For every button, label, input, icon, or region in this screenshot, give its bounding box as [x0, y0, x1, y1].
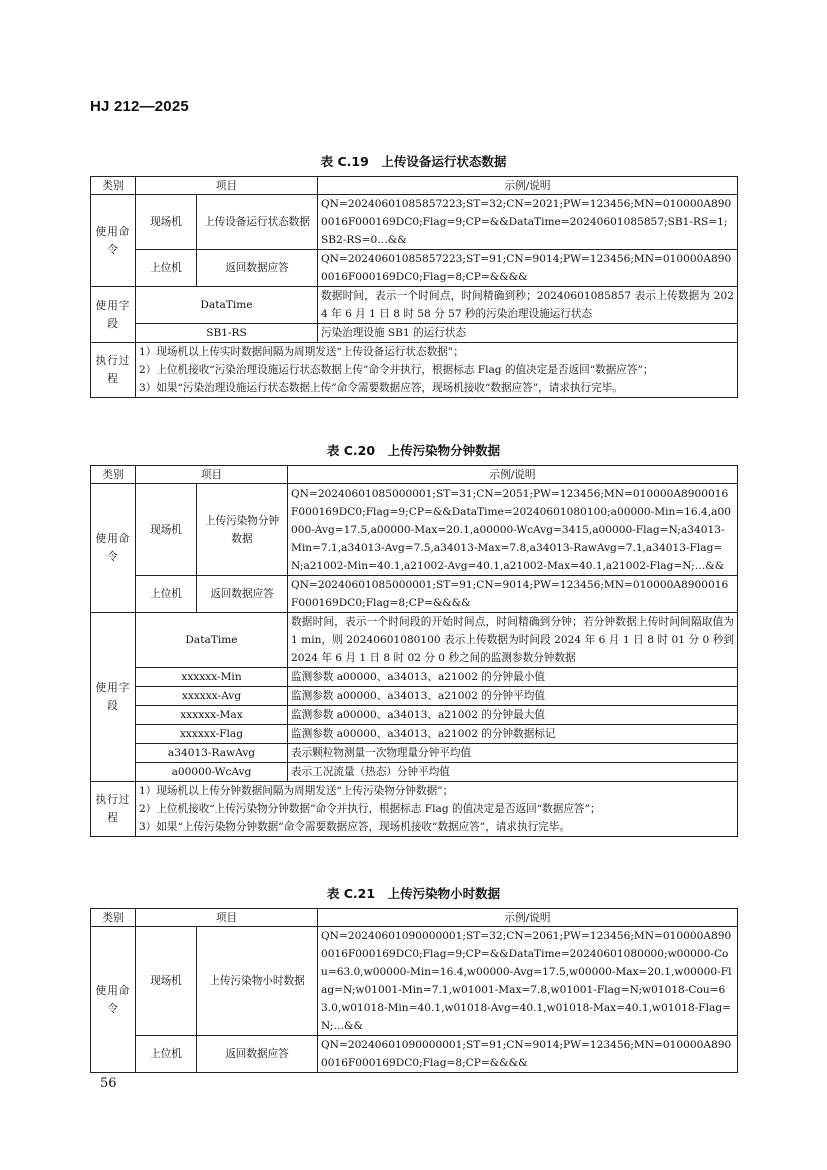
category-cell: 使用字段 — [91, 613, 136, 782]
category-cell: 使用字段 — [91, 287, 136, 343]
exec-step: 3）如果“污染治理设施运行状态数据上传”命令需要数据应答，现场机接收“数据应答”，请求执行完毕。 — [139, 382, 623, 394]
field-desc-cell: 表示工况流量（热态）分钟平均值 — [288, 763, 738, 782]
field-name-cell: xxxxxx-Min — [136, 668, 288, 687]
col-header-example: 示例/说明 — [318, 909, 738, 927]
item-cell: 上传设备运行状态数据 — [197, 195, 318, 250]
table-row — [91, 343, 738, 398]
table-row — [91, 250, 738, 287]
page-number: 56 — [100, 1076, 117, 1091]
field-name-cell: a00000-WcAvg — [136, 763, 288, 782]
table-header-row — [91, 909, 738, 927]
category-cell: 使用命令 — [91, 927, 136, 1073]
table-row — [91, 484, 738, 576]
actor-cell: 上位机 — [136, 576, 197, 613]
field-desc-cell: 监测参数 a00000、a34013、a21002 的分钟数据标记 — [288, 725, 738, 744]
exec-step: 3）如果“上传污染物分钟数据”命令需要数据应答，现场机接收“数据应答”，请求执行完毕。 — [139, 821, 570, 833]
exec-step: 2）上位机接收“上传污染物分钟数据”命令并执行，根据标志 Flag 的值决定是否返回“数据应答”； — [139, 803, 601, 815]
item-cell: 返回数据应答 — [197, 250, 318, 287]
table-c20-caption: 表 C.20 上传污染物分钟数据 — [326, 443, 501, 458]
exec-step: 2）上位机接收“污染治理设施运行状态数据上传”命令并执行，根据标志 Flag 的值决定是否返回“数据应答”； — [139, 364, 654, 376]
table-c21 — [90, 908, 738, 1073]
field-desc-cell: 监测参数 a00000、a34013、a21002 的分钟最大值 — [288, 706, 738, 725]
field-name-cell: xxxxxx-Flag — [136, 725, 288, 744]
field-name-cell: DataTime — [136, 287, 318, 324]
field-name-cell: xxxxxx-Max — [136, 706, 288, 725]
field-desc-cell: 监测参数 a00000、a34013、a21002 的分钟平均值 — [288, 687, 738, 706]
exec-step: 1）现场机以上传实时数据间隔为周期发送“上传设备运行状态数据”； — [139, 346, 464, 358]
table-row — [91, 763, 738, 782]
table-row — [91, 1036, 738, 1073]
field-name-cell: a34013-RawAvg — [136, 744, 288, 763]
table-c19-caption: 表 C.19 上传设备运行状态数据 — [320, 154, 507, 169]
example-cell: QN=20240601085857223;ST=32;CN=2021;PW=123456;MN=010000A8900016F000169DC0;Flag=9;CP=&&DataTime=20240601085857;SB1-RS=1;SB2-RS=0…&& — [318, 195, 738, 250]
example-cell: QN=20240601085000001;ST=31;CN=2051;PW=123456;MN=010000A8900016F000169DC0;Flag=9;CP=&&DataTime=20240601080100;a00000-Min=16.4,a00000-Avg=17.5,a00000-Max=20.1,a00000-WcAvg=3415,a00000-Flag=N;a34013-Min=7.1,a34013-Avg=7.5,a34013-Max=7.8,a34013-RawAvg=7.1,a34013-Flag=N;a21002-Min=40.1,a21002-Avg=40.1,a21002-Max=40.1,a21002-Flag=N;…&& — [288, 484, 738, 576]
table-row — [91, 725, 738, 744]
table-c21-caption: 表 C.21 上传污染物小时数据 — [326, 886, 501, 901]
example-cell: QN=20240601090000001;ST=32;CN=2061;PW=123456;MN=010000A8900016F000169DC0;Flag=9;CP=&&DataTime=20240601080000;w00000-Cou=63.0,w00000-Min=16.4,w00000-Avg=17.5,w00000-Max=20.1,w00000-Flag=N;w01001-Min=7.1,w01001-Max=7.8,w01001-Flag=N;w01018-Cou=63.0,w01018-Min=40.1,w01018-Avg=40.1,w01018-Max=40.1,w01018-Flag=N;…&& — [318, 927, 738, 1036]
table-row — [91, 927, 738, 1036]
table-row — [91, 782, 738, 837]
exec-steps-cell — [136, 343, 738, 398]
document-header: HJ 212—2025 — [90, 98, 189, 115]
item-cell: 上传污染物小时数据 — [197, 927, 318, 1036]
table-row — [91, 195, 738, 250]
table-row — [91, 668, 738, 687]
field-name-cell: DataTime — [136, 613, 288, 668]
actor-cell: 现场机 — [136, 195, 197, 250]
table-row — [91, 613, 738, 668]
table-row — [91, 706, 738, 725]
table-header-row — [91, 177, 738, 195]
col-header-example: 示例/说明 — [288, 466, 738, 484]
example-cell: QN=20240601090000001;ST=91;CN=9014;PW=123456;MN=010000A8900016F000169DC0;Flag=8;CP=&&&& — [318, 1036, 738, 1073]
actor-cell: 上位机 — [136, 1036, 197, 1073]
field-name-cell: SB1-RS — [136, 324, 318, 343]
item-cell: 上传污染物分钟数据 — [197, 484, 288, 576]
table-row — [91, 687, 738, 706]
item-cell: 返回数据应答 — [197, 576, 288, 613]
example-cell: QN=20240601085857223;ST=91;CN=9014;PW=123456;MN=010000A8900016F000169DC0;Flag=8;CP=&&&& — [318, 250, 738, 287]
example-cell: QN=20240601085000001;ST=91;CN=9014;PW=123456;MN=010000A8900016F000169DC0;Flag=8;CP=&&&& — [288, 576, 738, 613]
col-header-category: 类别 — [91, 177, 136, 195]
exec-step: 1）现场机以上传分钟数据间隔为周期发送“上传污染物分钟数据”； — [139, 785, 454, 797]
table-row — [91, 324, 738, 343]
item-cell: 返回数据应答 — [197, 1036, 318, 1073]
field-desc-cell: 数据时间，表示一个时间段的开始时间点，时间精确到分钟；若分钟数据上传时间间隔取值为 1 min，则 20240601080100 表示上传数据为时间段 2024 年 6 月 1 日 8 时 01 分 0 秒到 2024 年 6 月 1 日 8 时 02 分 0 秒之间的监测参数分钟数据 — [288, 613, 738, 668]
col-header-category: 类别 — [91, 909, 136, 927]
actor-cell: 现场机 — [136, 484, 197, 576]
table-c20 — [90, 465, 738, 837]
col-header-item: 项目 — [136, 466, 288, 484]
col-header-item: 项目 — [136, 909, 318, 927]
col-header-category: 类别 — [91, 466, 136, 484]
category-cell: 使用命令 — [91, 484, 136, 613]
table-c19 — [90, 176, 738, 398]
actor-cell: 现场机 — [136, 927, 197, 1036]
col-header-example: 示例/说明 — [318, 177, 738, 195]
table-row — [91, 744, 738, 763]
field-name-cell: xxxxxx-Avg — [136, 687, 288, 706]
category-cell: 执行过程 — [91, 782, 136, 837]
col-header-item: 项目 — [136, 177, 318, 195]
category-cell: 执行过程 — [91, 343, 136, 398]
field-desc-cell: 污染治理设施 SB1 的运行状态 — [318, 324, 738, 343]
category-cell: 使用命令 — [91, 195, 136, 287]
table-header-row — [91, 466, 738, 484]
field-desc-cell: 监测参数 a00000、a34013、a21002 的分钟最小值 — [288, 668, 738, 687]
actor-cell: 上位机 — [136, 250, 197, 287]
exec-steps-cell — [136, 782, 738, 837]
table-row — [91, 576, 738, 613]
field-desc-cell: 表示颗粒物测量一次物理量分钟平均值 — [288, 744, 738, 763]
table-row — [91, 287, 738, 324]
field-desc-cell: 数据时间，表示一个时间点，时间精确到秒；20240601085857 表示上传数据为 2024 年 6 月 1 日 8 时 58 分 57 秒的污染治理设施运行状态 — [318, 287, 738, 324]
